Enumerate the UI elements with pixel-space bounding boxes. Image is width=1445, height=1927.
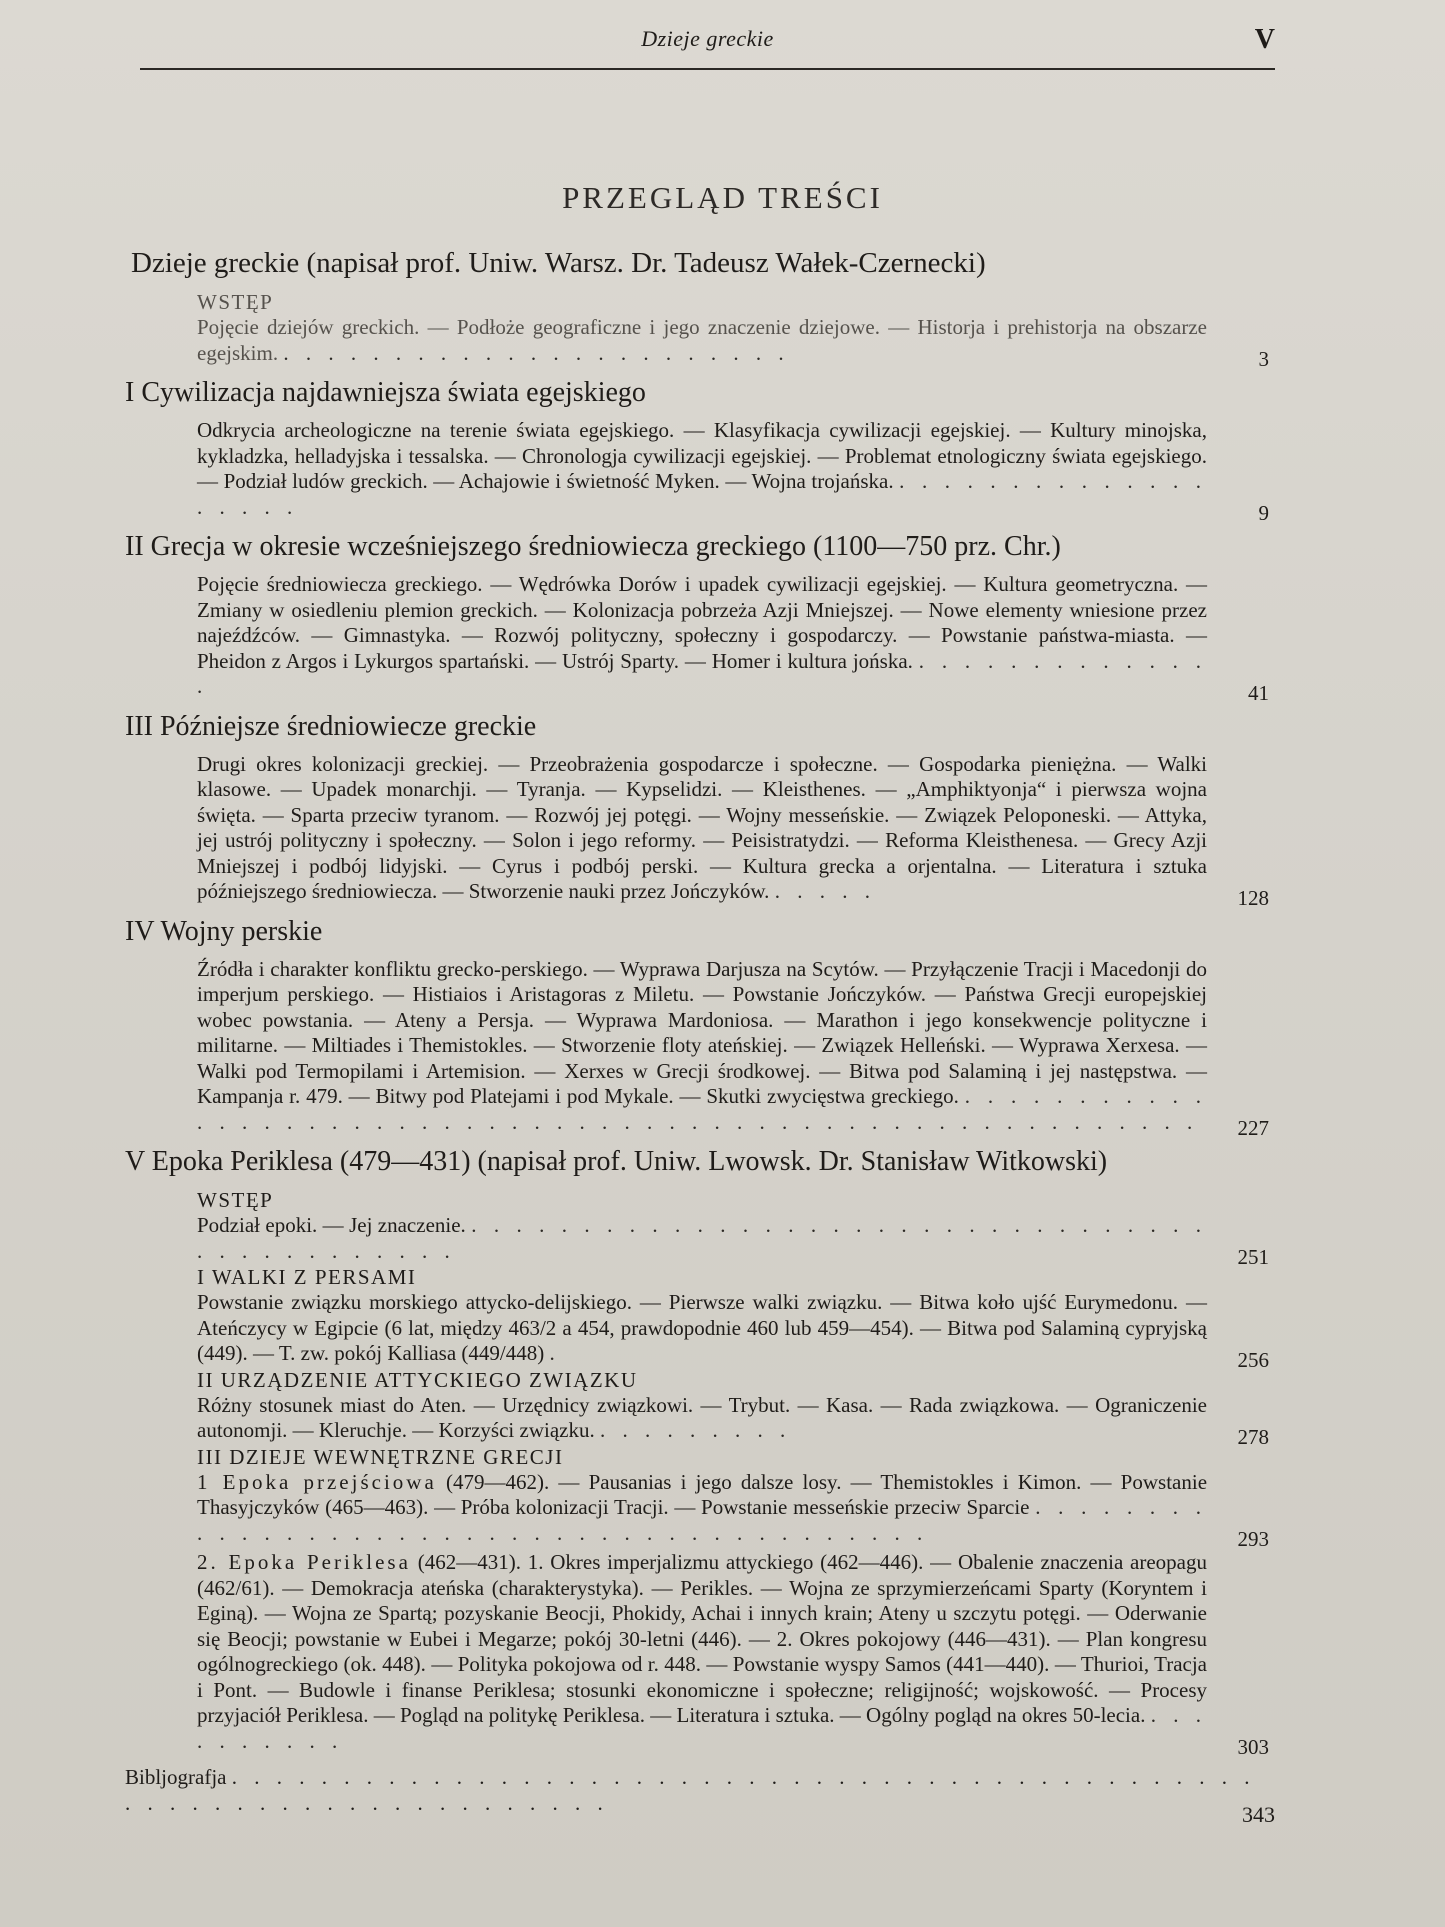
page-number: 293: [1237, 1527, 1269, 1551]
toc-entry-chapter-2: [125, 530, 1275, 705]
page-number: 251: [1237, 1245, 1269, 1269]
toc-entry-chapter-3: [125, 710, 1275, 910]
entry-description: Odkrycia archeologiczne na terenie świata egejskiego. — Klasyfikacja cywilizacji egejskiej. — Kultury minojska, kykladzka, helladyjska i tessalska. — Chronologja cywilizacji egejskiej. — Problemat etnologiczny świata egejskiego. — Podział ludów greckich. — Achajowie i świetność Myken. — Wojna trojańska.: [197, 418, 1207, 493]
toc-entry-chapter-4: [125, 915, 1275, 1140]
toc-entry-chapter-5: [125, 1145, 1275, 1759]
section-title: II URZĄDZENIE ATTYCKIEGO ZWIĄZKU: [197, 1367, 638, 1392]
page-number: 3: [1258, 347, 1269, 371]
dot-leader: . . . . . . . . . . . . . . . . . . . . . . .: [283, 340, 790, 365]
page-number: 9: [1258, 501, 1269, 525]
bibliography-label: Bibljografja: [125, 1765, 227, 1789]
toc-heading: PRZEGLĄD TREŚCI: [562, 180, 883, 215]
section-title: WSTĘP: [197, 290, 274, 314]
entry-description: Różny stosunek miast do Aten. — Urzędnicy związkowi. — Trybut. — Kasa. — Rada związkowa. — Ograniczenie autonomji. — Kleruchje. — Korzyści związku.: [197, 1392, 1207, 1442]
entry-description: Pojęcie średniowiecza greckiego. — Wędrówka Dorów i upadek cywilizacji egejskiej. — Kultura geometryczna. — Zmiany w osiedleniu plemion greckich. — Kolonizacja pobrzeża Azji Mniejszej. — Nowe elementy wniesione przez najeźdźców. — Gimnastyka. — Rozwój polityczny, społeczny i gospodarczy. — Powstanie państwa-miasta. — Pheidon z Argos i Lykurgos spartański. — Ustrój Sparty. — Homer i kultura jońska.: [197, 572, 1207, 673]
dot-leader: . . . . . . . . . . . . . . . . . . . . . . . . . . . . . . . . . . . . . . . . . . . . .: [197, 1213, 1208, 1263]
page-number: 256: [1237, 1347, 1269, 1372]
page-number: 227: [1237, 1116, 1269, 1140]
dot-leader: .: [549, 1341, 561, 1365]
dot-leader: . . . . . . . . . .: [197, 1703, 1207, 1753]
dot-leader: . . . . .: [774, 879, 876, 903]
dot-leader: . . . . . . . . . . . . . . . . . . . . . . . . . . . . . . . . . . . . . . . . . . . . . . . . . . . . . . . .: [197, 1084, 1208, 1134]
page-number: 303: [1237, 1735, 1269, 1759]
dot-leader: . . . . . . . . . . . . . . . . . . . . . . . . . . . . . . . . . . . . . . . . . . . . . . . . . . . . . . . . . . . . . . . . . . . .: [125, 1765, 1256, 1815]
chapter-title: III Późniejsze średniowiecze greckie: [125, 710, 537, 742]
part-title: Dzieje greckie (napisał prof. Uniw. Warsz. Dr. Tadeusz Wałek-Czernecki): [131, 247, 986, 279]
toc-entry-bibliography: [125, 1764, 1275, 1816]
entry-description: Źródła i charakter konfliktu grecko-perskiego. — Wyprawa Darjusza na Scytów. — Przyłączenie Tracji i Macedonji do imperjum perskiego. — Histiaios i Aristagoras z Miletu. — Powstanie Jończyków. — Państwa Grecji europejskiej wobec powstania. — Ateny a Persja. — Wyprawa Mardoniosa. — Marathon i jego konsekwencje polityczne i militarne. — Miltiades i Themistokles. — Stworzenie floty ateńskiej. — Związek Helleński. — Wyprawa Xerxesa. — Walki pod Termopilami i Artemision. — Xerxes w Grecji środkowej. — Bitwa pod Salaminą i jej następstwa. — Kampanja r. 479. — Bitwy pod Platejami i pod Mykale. — Skutki zwycięstwa greckiego.: [197, 956, 1207, 1108]
toc-entry-wstep: [125, 289, 1275, 371]
entry-description: (479—462). — Pausanias i jego dalsze losy. — Themistokles i Kimon. — Powstanie Thasyjczyków (465—463). — Próba kolonizacji Tracji. — Powstanie messeńskie przeciw Sparcie: [197, 1469, 1208, 1519]
section-title: I WALKI Z PERSAMI: [197, 1265, 417, 1289]
page-number: 278: [1237, 1424, 1269, 1449]
dot-leader: . . . . . . . . . . . . . .: [197, 648, 1208, 698]
page-number: 41: [1248, 680, 1269, 705]
dot-leader: . . . . . . . . . . . . . . . . . . .: [197, 469, 1208, 519]
epoch-label: 1 Epoka przejściowa: [197, 1469, 437, 1494]
section-title: WSTĘP: [197, 1188, 274, 1212]
section-title: III DZIEJE WEWNĘTRZNE GRECJI: [197, 1444, 564, 1469]
dot-leader: . . . . . . . . . . . . . . . . . . . . . . . . . . . . . . . . . . . . . . . . .: [197, 1495, 1207, 1545]
page-number: 128: [1237, 885, 1269, 910]
dot-leader: . . . . . . . . .: [599, 1418, 792, 1442]
chapter-title: II Grecja w okresie wcześniejszego średniowiecza greckiego (1100—750 prz. Chr.): [125, 531, 1061, 562]
entry-description: (462—431). 1. Okres imperjalizmu attyckiego (462—446). — Obalenie znaczenia areopagu (462/61). — Demokracja ateńska (charakterystyka). — Perikles. — Wojna ze sprzymierzeńcami Sparty (Koryntem i Eginą). — Wojna ze Spartą; pozyskanie Beocji, Phokidy, Achai i innych krain; Ateny u szczytu potęgi. — Oderwanie się Beocji; powstanie w Eubei i Megarze; pokój 30-letni (446). — 2. Okres pokojowy (446—431). — Plan kongresu ogólnogreckiego (ok. 448). — Polityka pokojowa od r. 448. — Powstanie wyspy Samos (441—440). — Thurioi, Tracja i Pont. — Budowle i finanse Periklesa; stosunki ekonomiczne i społeczne; religijność; wojskowość. — Procesy przyjaciół Periklesa. — Pogląd na politykę Periklesa. — Literatura i sztuka. — Ogólny pogląd na okres 50-lecia.: [197, 1550, 1208, 1727]
entry-description: Drugi okres kolonizacji greckiej. — Przeobrażenia gospodarcze i społeczne. — Gospodarka pieniężna. — Walki klasowe. — Upadek monarchji. — Tyranja. — Kypselidzi. — Kleisthenes. — „Amphiktyonja“ i pierwsza wojna święta. — Sparta przeciw tyranom. — Rozwój jej potęgi. — Wojny messeńskie. — Związek Peloponeski. — Attyka, jej ustrój polityczny i społeczny. — Solon i jego reformy. — Peisistratydzi. — Reforma Kleisthenesa. — Grecy Azji Mniejszej i podbój lidyjski. — Cyrus i podbój perski. — Kultura grecka a orjentalna. — Literatura i sztuka późniejszego średniowiecza. — Stworzenie nauki przez Jończyków.: [197, 751, 1207, 903]
toc-entry-chapter-1: [125, 376, 1275, 525]
running-title: Dzieje greckie: [641, 26, 774, 51]
chapter-title: I Cywilizacja najdawniejsza świata egejskiego: [125, 377, 646, 408]
epoch-label: 2. Epoka Periklesa: [197, 1550, 411, 1574]
entry-description: Podział epoki. — Jej znaczenie.: [197, 1213, 466, 1237]
running-header: [140, 24, 1275, 70]
entry-description: Powstanie związku morskiego attycko-delijskiego. — Pierwsze walki związku. — Bitwa koło ujść Eurymedonu. — Ateńczycy w Egipcie (6 lat, między 463/2 a 454, prawdopodnie 460 lub 459—454). — Bitwa pod Salaminą cypryjską (449). — T. zw. pokój Kalliasa (449/448): [197, 1290, 1207, 1365]
table-of-contents: [125, 245, 1275, 1816]
entry-description: Pojęcie dziejów greckich. — Podłoże geograficzne i jego znaczenie dziejowe. — Historja i prehistorja na obszarze egejskim.: [197, 315, 1207, 365]
chapter-title: IV Wojny perskie: [125, 915, 323, 947]
page-number: 343: [1242, 1802, 1275, 1827]
page-number-roman: V: [1254, 24, 1275, 55]
chapter-title: V Epoka Periklesa (479—431) (napisał prof. Uniw. Lwowsk. Dr. Stanisław Witkowski): [125, 1146, 1108, 1177]
